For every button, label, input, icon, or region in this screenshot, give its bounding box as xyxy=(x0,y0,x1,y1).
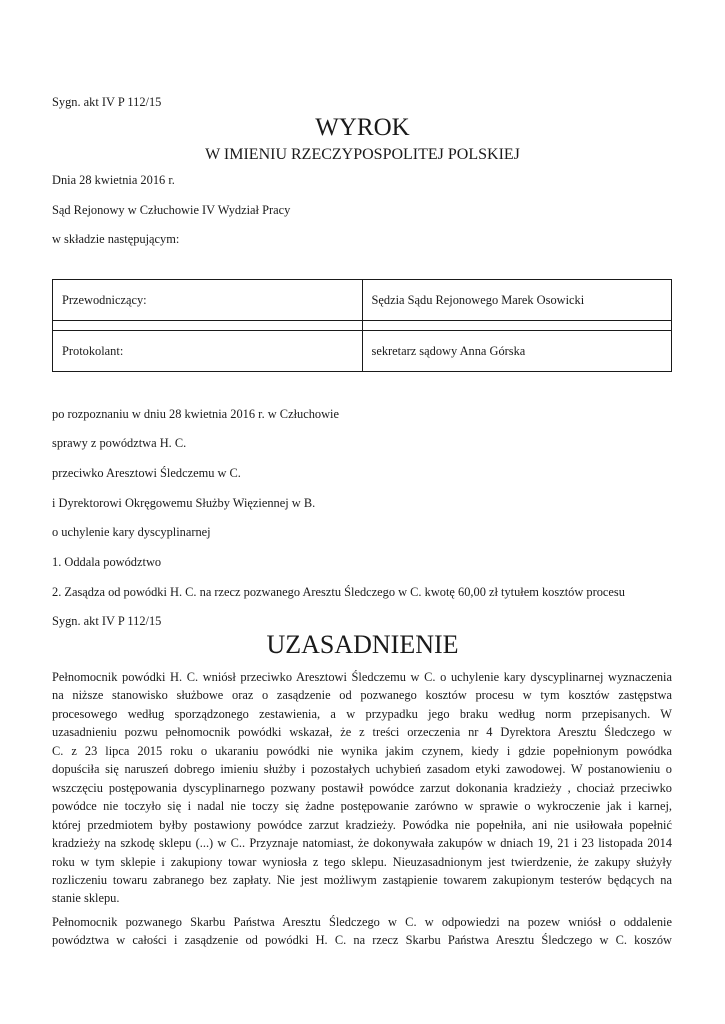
table-row-spacer xyxy=(53,321,672,331)
court-name: Sąd Rejonowy w Człuchowie IV Wydział Pracy xyxy=(52,203,291,217)
table-row xyxy=(53,331,672,372)
composition-intro: w składzie następującym: xyxy=(52,232,180,246)
paragraph-line: na niższe stanowisko służbowe oraz o zasądzenie od pozwanego kosztów procesu w tym kosztów zastępstwa xyxy=(52,688,672,703)
paragraph-line: stanie sklepu. xyxy=(52,891,120,906)
paragraph-line: powództwa w całości i zasądzenie od powódki H. C. na rzecz Skarbu Państwa Aresztu Śledczego w C. koszów xyxy=(52,933,672,948)
paragraph-line: roku w tym sklepie i zakupiony towar wyniosła z tego sklepu. Nieuzasadnionym jest twierdzenie, że zakupy służyły xyxy=(52,854,672,869)
case-reference: Sygn. akt IV P 112/15 xyxy=(52,95,162,109)
chair-label: Przewodniczący: xyxy=(53,280,363,321)
justification-title: UZASADNIENIE xyxy=(266,630,459,659)
spacer-cell xyxy=(362,321,672,331)
paragraph-line: której przedmiotem byłby postawiony powódce zarzut kradzieży. Powódka nie popełniła, ani nie usiłowała popełnić xyxy=(52,817,672,832)
paragraph-line: rozliczeniu towaru zabranego bez zapłaty. Nie jest możliwym zastąpienie towarem zakupionym testerów będących na xyxy=(52,872,672,887)
judgment-date: Dnia 28 kwietnia 2016 r. xyxy=(52,173,175,187)
chair-value: Sędzia Sądu Rejonowego Marek Osowicki xyxy=(362,280,672,321)
court-panel-table xyxy=(52,279,672,372)
paragraph-line: powódce nie toczyło się i nadal nie toczy się żadne postępowanie zarówno w sprawie o wykroczenie jak i karnej, xyxy=(52,799,672,814)
defendant-line-2: i Dyrektorowi Okręgowemu Służby Więziennej w B. xyxy=(52,496,316,510)
justification-paragraph-2 xyxy=(52,913,672,950)
clerk-value: sekretarz sądowy Anna Górska xyxy=(362,331,672,372)
table-row xyxy=(53,280,672,321)
spacer-cell xyxy=(53,321,363,331)
paragraph-line: wszczęciu postępowania dyscyplinarnego pozwany postawił powódce zarzut dokonania kradzieży , chociaż przeciwko xyxy=(52,780,672,795)
paragraph-line: Pełnomocnik pozwanego Skarbu Państwa Aresztu Śledczego w C. w odpowiedzi na pozew wniósł o oddalenie xyxy=(52,915,672,929)
justification-paragraph-1 xyxy=(52,668,672,908)
ruling-item-1: 1. Oddala powództwo xyxy=(52,555,162,569)
hearing-line: po rozpoznaniu w dniu 28 kwietnia 2016 r. w Człuchowie xyxy=(52,407,339,421)
justification-case-reference: Sygn. akt IV P 112/15 xyxy=(52,614,162,628)
judgment-subtitle: W IMIENIU RZECZYPOSPOLITEJ POLSKIEJ xyxy=(205,146,520,163)
claim-line: sprawy z powództwa H. C. xyxy=(52,436,187,450)
paragraph-line: Pełnomocnik powódki H. C. wniósł przeciwko Aresztowi Śledczemu w C. o uchylenie kary dyscyplinarnej wyznaczenia xyxy=(52,670,672,684)
subject-line: o uchylenie kary dyscyplinarnej xyxy=(52,525,211,539)
paragraph-line: dopuściła się naruszeń dobrego imieniu służby i pozostałych uchybień zasadom etyki zawodowej. W postanowieniu o xyxy=(52,762,672,777)
ruling-item-2: 2. Zasądza od powódki H. C. na rzecz pozwanego Aresztu Śledczego w C. kwotę 60,00 zł tytułem kosztów procesu xyxy=(52,585,625,599)
clerk-label: Protokolant: xyxy=(53,331,363,372)
paragraph-line: kradzieży na szkodę sklepu (...) w C.. Przyznaje natomiast, że dokonywała zakupów w dniach 19, 21 i 23 listopada 2014 xyxy=(52,836,672,851)
paragraph-line: uzasadnieniu pozwu pełnomocnik powódki wskazał, że z treści orzeczenia nr 4 Dyrektora Aresztu Śledczego w xyxy=(52,725,672,740)
judgment-title: WYROK xyxy=(315,114,410,141)
paragraph-line: C. z 23 lipca 2015 roku o ukaraniu powódki nie wynika jakim czynem, kiedy i gdzie popełnionym powódka xyxy=(52,743,672,758)
defendant-line-1: przeciwko Aresztowi Śledczemu w C. xyxy=(52,466,241,480)
paragraph-line: procesowego według sporządzonego zestawienia, a w przypadku jego braku według norm przepisanych. W xyxy=(52,706,672,721)
